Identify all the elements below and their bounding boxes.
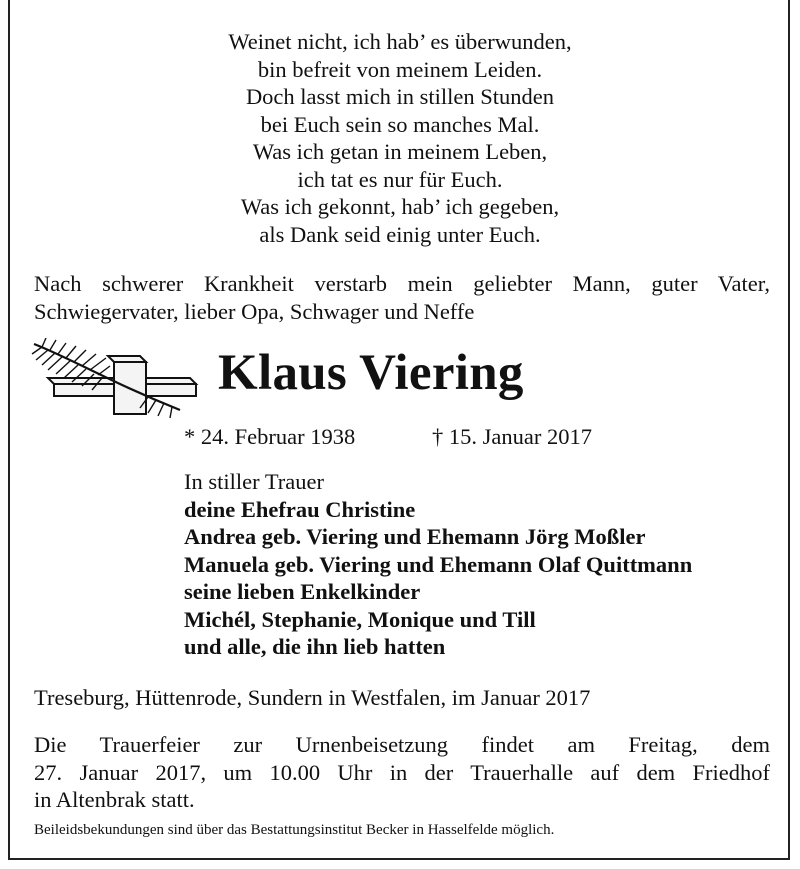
service-line: Die Trauerfeier zur Urnenbeisetzung findet am Freitag, dem — [34, 732, 770, 757]
intro-line: Schwiegervater, lieber Opa, Schwager und Neffe — [34, 298, 475, 324]
poem — [0, 28, 800, 248]
place-date: Treseburg, Hüttenrode, Sundern in Westfalen, im Januar 2017 — [34, 685, 591, 710]
mourner-line: Andrea geb. Viering und Ehemann Jörg Moßler — [184, 524, 646, 549]
announcement-intro — [34, 270, 770, 325]
mourning-intro: In stiller Trauer — [184, 469, 324, 494]
mourner-line: seine lieben Enkelkinder — [184, 579, 421, 604]
service-line: 27. Januar 2017, um 10.00 Uhr in der Trauerhalle auf dem Friedhof — [34, 759, 770, 785]
deceased-name: Klaus Viering — [218, 345, 524, 401]
poem-line: bin befreit von meinem Leiden. — [257, 56, 543, 82]
birth-date: * 24. Februar 1938 — [184, 424, 356, 449]
poem-line: bei Euch sein so manches Mal. — [260, 111, 540, 137]
mourner-line: und alle, die ihn lieb hatten — [184, 634, 446, 659]
palm-frond-cross-icon — [30, 338, 200, 420]
poem-line: Weinet nicht, ich hab’ es überwunden, — [228, 29, 572, 54]
mourner-line: Michél, Stephanie, Monique und Till — [184, 606, 536, 632]
life-dates — [184, 423, 784, 451]
poem-line: Was ich getan in meinem Leben, — [252, 139, 548, 164]
mourner-line: Manuela geb. Viering und Ehemann Olaf Quittmann — [184, 551, 693, 577]
service-info — [34, 731, 770, 814]
service-line: in Altenbrak statt. — [34, 787, 195, 812]
death-date: † 15. Januar 2017 — [432, 424, 592, 449]
intro-line: Nach schwerer Krankheit verstarb mein geliebter Mann, guter Vater, — [34, 271, 770, 296]
poem-line: ich tat es nur für Euch. — [297, 166, 503, 192]
poem-line: als Dank seid einig unter Euch. — [259, 221, 541, 247]
mourners-block — [184, 468, 784, 661]
condolence-note: Beileidsbekundungen sind über das Bestattungsinstitut Becker in Hasselfelde möglich. — [34, 822, 555, 838]
poem-line: Was ich gekonnt, hab’ ich gegeben, — [240, 194, 560, 219]
poem-line: Doch lasst mich in stillen Stunden — [245, 84, 555, 109]
mourner-line: deine Ehefrau Christine — [184, 496, 416, 522]
